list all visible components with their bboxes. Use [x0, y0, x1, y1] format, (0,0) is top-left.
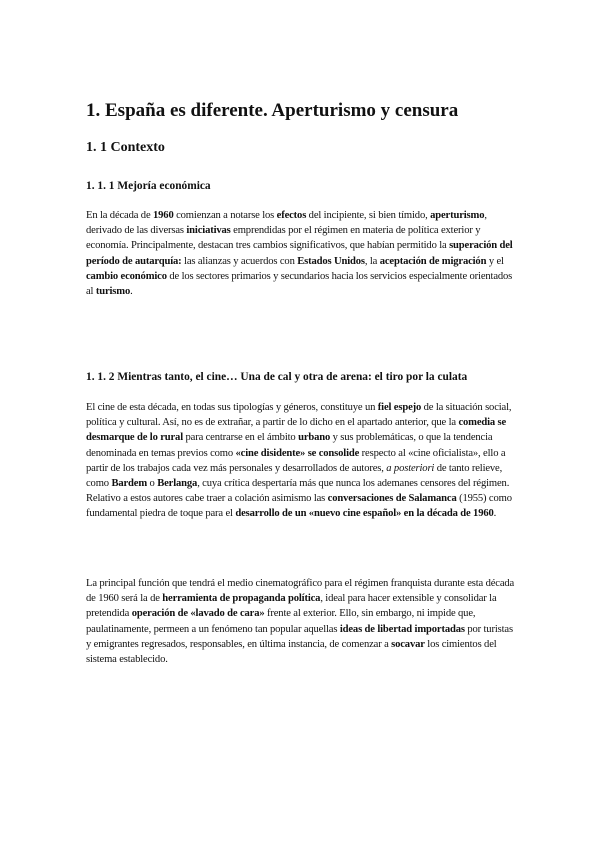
- paragraph-propaganda: La principal función que tendrá el medio cinematográfico para el régimen franquista durante esta década de 1960 será la de herramienta de propaganda política, ideal para hacer extensible y consolidar la pretendida operación de «lavado de cara» frente al exterior. Ello, sin embargo, ni impide que, paulatinamente, permeen a un fenómeno tan popular aquellas ideas de libertad importadas por turistas y emigrantes regresados, responsables, en última instancia, de comenzar a socavar los cimientos del sistema establecido.: [86, 578, 515, 666]
- document-title: 1. España es diferente. Aperturismo y censura: [86, 100, 459, 121]
- section-heading: 1. 1 Contexto: [86, 140, 165, 155]
- subsection-heading-1: 1. 1. 1 Mejoría económica: [86, 180, 211, 192]
- paragraph-economia: En la década de 1960 comienzan a notarse los efectos del incipiente, si bien tímido, aperturismo, derivado de las diversas iniciativas emprendidas por el régimen en materia de política exterior y economía. Principalmente, destacan tres cambios significativos, que habían permitido la superación del período de autarquía: las alianzas y acuerdos con Estados Unidos, la aceptación de migración y el cambio económico de los sectores primarios y secundarios hacia los servicios especialmente orientados al turismo.: [86, 210, 513, 298]
- paragraph-cine: El cine de esta década, en todas sus tipologías y géneros, constituye un fiel espejo de la situación social, política y cultural. Así, no es de extrañar, a partir de lo dicho en el apartado anterior, que la comedia se desmarque de lo rural para centrarse en el ámbito urbano y sus problemáticas, o que la tendencia denominada en temas previos como «cine disidente» se consolide respecto al «cine oficialista», ello a partir de los trabajos cada vez más personales y desarrollados de autores, a posteriori de tanto relieve, como Bardem o Berlanga, cuya crítica despertaría más que nunca los ademanes censores del régimen. Relativo a estos autores cabe traer a colación asimismo las conversaciones de Salamanca (1955) como fundamental piedra de toque para el desarrollo de un «nuevo cine español» en la década de 1960.: [86, 402, 512, 520]
- subsection-heading-2: 1. 1. 2 Mientras tanto, el cine… Una de cal y otra de arena: el tiro por la culata: [86, 371, 468, 383]
